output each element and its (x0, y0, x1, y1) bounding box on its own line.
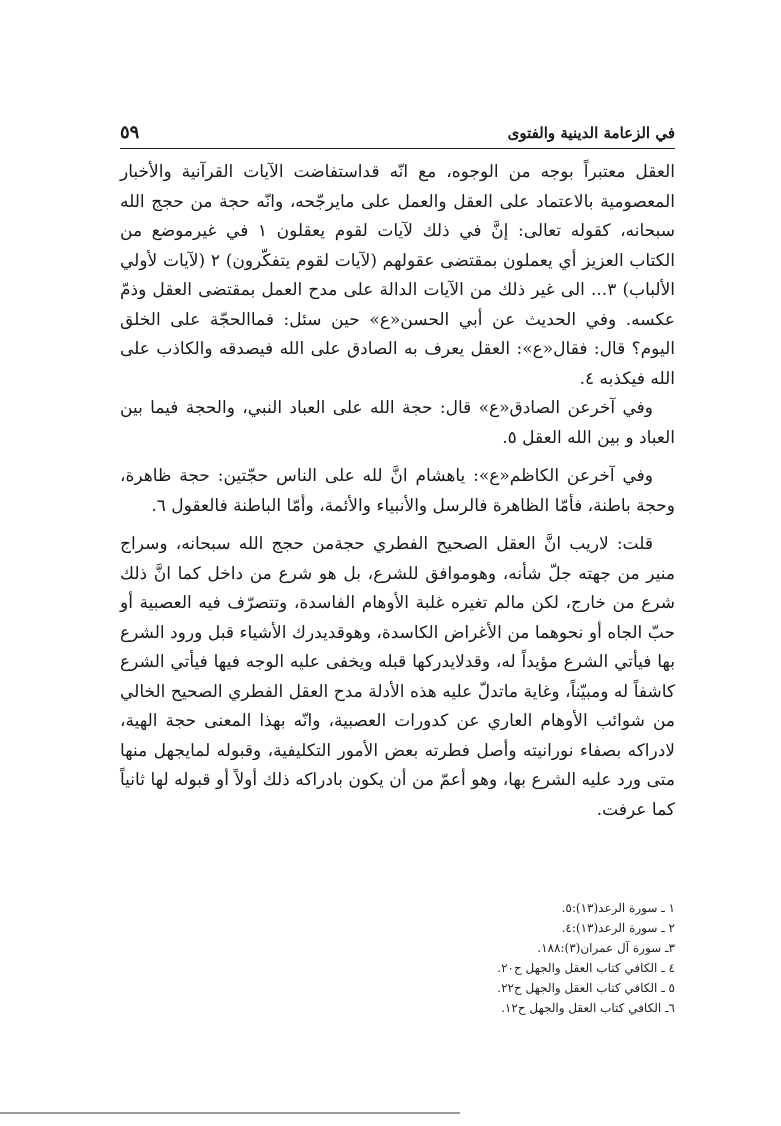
paragraph-3: وفي آخرعن الكاظم«ع»: ياهشام انَّ لله على الناس حجّتين: حجة ظاهرة، وحجة باطنة، فأمّا الظاهرة فالرسل والأنبياء والأئمة، وأمّا الباطنة فالعقول ٦. (120, 466, 675, 516)
footnote-6: ٦ـ الكافي كتاب العقل والجهل ح١٢. (501, 1001, 675, 1015)
footnote-2: ٢ ـ سورة الرعد(١٣):٤. (561, 921, 675, 935)
paragraph-1: العقل معتبراً بوجه من الوجوه، مع انّه قداستفاضت الآيات القرآنية والأخبار المعصومية بالاعتماد على العقل والعمل على مايرجّحه، وانّه حجة من حجج الله سبحانه، كقوله تعالى: إنَّ في ذلك لآيات لقوم يعقلون ١ في غيرموضع من الكتاب العزيز أي يعملون بمقتضى عقولهم (لآيات لقوم يتفكّرون) ٢ (لآيات لأولي الألباب) ٣... الى غير ذلك من الآيات الدالة على مدح العمل بمقتضى العقل وذمّ عكسه. وفي الحديث عن أبي الحسن«ع» حين سئل: فماالحجّة على الخلق اليوم؟ قال: فقال«ع»: العقل يعرف به الصادق على الله فيصدقه والكاذب على الله فيكذبه ٤. (120, 162, 676, 389)
scan-edge-line (0, 1112, 460, 1114)
paragraph-4: قلت: لاريب انَّ العقل الصحيح الفطري حجةمن حجج الله سبحانه، وسراج منير من جهته جلّ شأنه، وهوموافق للشرع، بل هو شرع من داخل كما انَّ ذلك شرع من خارج، لكن مالم تغيره غلبة الأوهام الفاسدة، وتتصرّف فيه العصبية أو حبّ الجاه أو نحوهما من الأغراض الكاسدة، وهوقديدرك الأشياء قبل ورود الشرع بها فيأتي الشرع مؤيداً له، وقدلايدركها قبله ويخفى عليه الوجه فيها فيأتي الشرع كاشفاً له ومبيّناً، وغاية ماتدلّ عليه هذه الأدلة مدح العقل الفطري الصحيح الخالي من شوائب الأوهام العاري عن كدورات العصبية، وانّه بهذا المعنى حجة الهية، لادراكه بصفاء نورانيته وأصل فطرته بعض الأمور التكليفية، وقبوله لمايجهل منها متى ورد عليه الشرع بها، وهو أعمّ من أن يكون بادراكه ذلك أولاً أو قبوله لها ثانياً كما عرفت. (120, 534, 675, 820)
page-number: ٥٩ (120, 122, 140, 143)
footnote-4: ٤ ـ الكافي كتاب العقل والجهل ح٢٠. (497, 961, 675, 975)
header-rule (120, 148, 675, 149)
footnotes (120, 898, 675, 1018)
footnote-5: ٥ ـ الكافي كتاب العقل والجهل ح٢٢. (497, 981, 675, 995)
footnote-3: ٣ـ سورة آل عمران(٣):١٨٨. (537, 941, 675, 955)
footnote-1: ١ ـ سورة الرعد(١٣):٥. (561, 901, 675, 915)
running-title: في الزعامة الدينية والفتوى (507, 124, 675, 142)
main-text (120, 158, 675, 825)
page-header (120, 124, 675, 148)
paragraph-2: وفي آخرعن الصادق«ع» قال: حجة الله على العباد النبي، والحجة فيما بين العباد و بين الله العقل ٥. (120, 398, 675, 448)
